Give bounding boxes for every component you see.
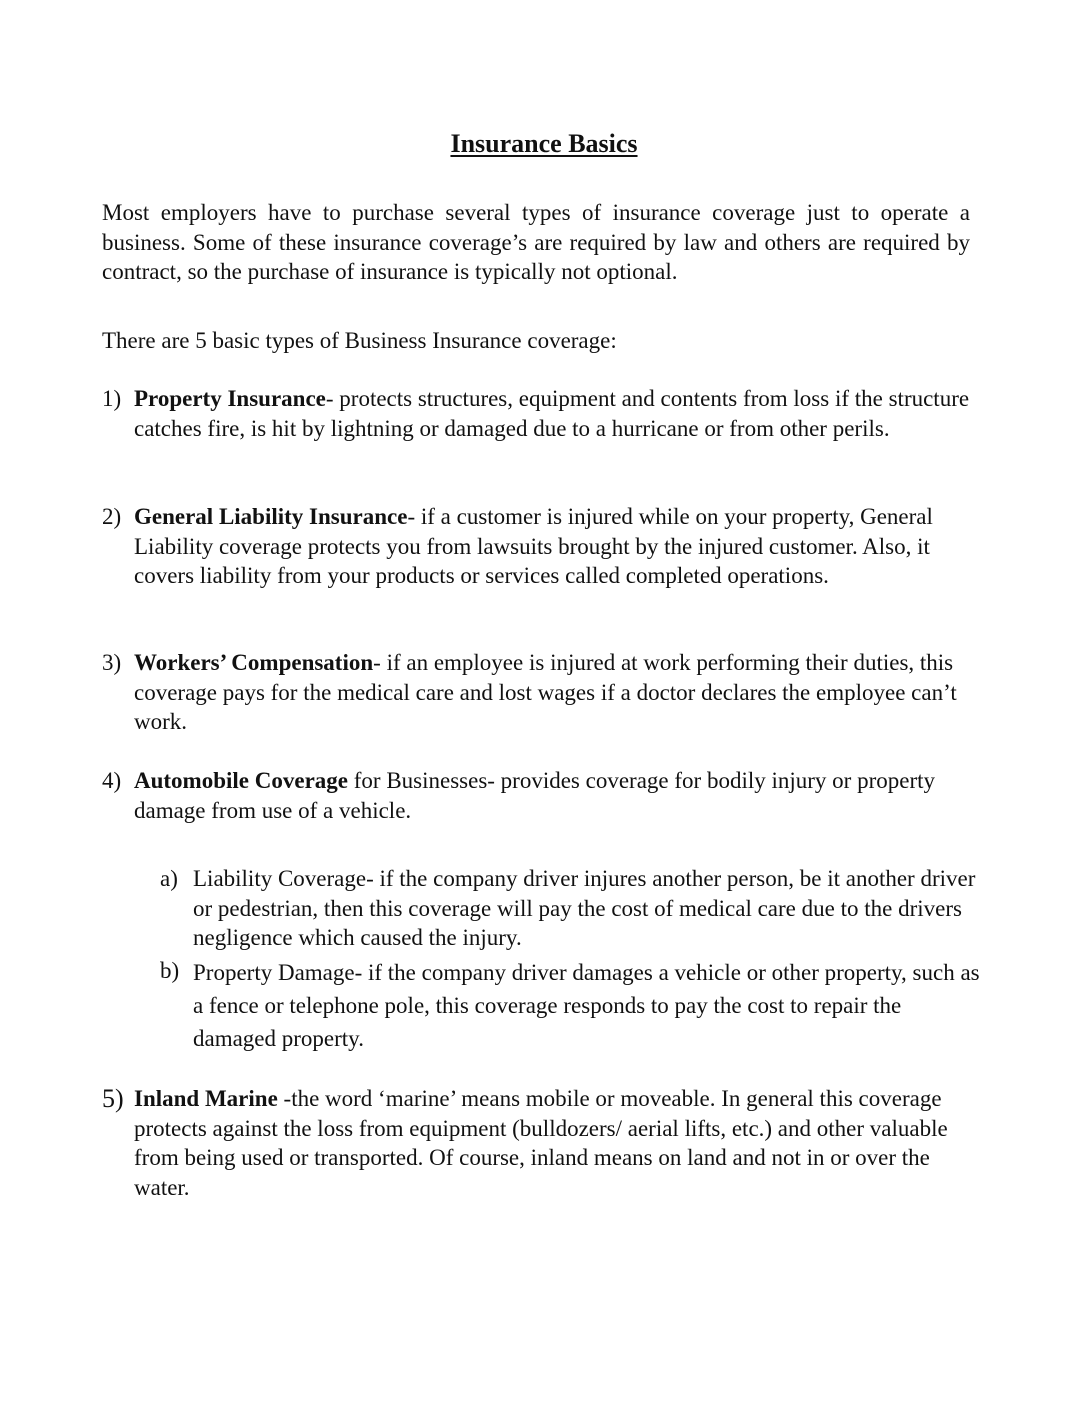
list-item-general-liability — [102, 502, 972, 591]
list-item-text — [134, 502, 972, 591]
list-item-inland-marine — [102, 1084, 972, 1202]
list-number: 3) — [102, 650, 122, 675]
list-item-workers-compensation — [102, 648, 972, 737]
list-item-term: General Liability Insurance — [134, 504, 408, 529]
list-number: 2) — [102, 504, 122, 529]
sublist-item-text: Property Damage- if the company driver damages a vehicle or other property, such as a fence or telephone pole, this coverage responds to pay the cost to repair the damaged property. — [193, 960, 980, 1051]
list-item-text — [134, 384, 972, 443]
list-item-property-insurance — [102, 384, 972, 443]
sublist-item-liability-coverage — [160, 864, 990, 953]
list-item-term: Automobile Coverage — [134, 768, 348, 793]
list-item-description: - if an employee is injured at work performing their duties, this coverage pays for the medical care and lost wages if a doctor declares the employee can’t work. — [134, 650, 957, 734]
list-item-term: Workers’ Compensation — [134, 650, 374, 675]
lead-paragraph: There are 5 basic types of Business Insurance coverage: — [102, 328, 617, 353]
list-number: 4) — [102, 768, 122, 793]
page-title-text: Insurance Basics — [450, 129, 638, 158]
page-title — [0, 128, 1088, 160]
sublist-letter: b) — [160, 958, 180, 983]
list-item-text — [134, 1084, 972, 1202]
sublist-item-text: Liability Coverage- if the company driver injures another person, be it another driver or pedestrian, then this coverage will pay the cost of medical care due to the drivers negligence which caused the injury. — [193, 866, 976, 950]
sublist-item-property-damage — [160, 956, 990, 1055]
list-item-description: - protects structures, equipment and contents from loss if the structure catches fire, is hit by lightning or damaged due to a hurricane or from other perils. — [134, 386, 970, 441]
list-number: 5) — [102, 1084, 124, 1113]
list-item-text — [134, 648, 972, 737]
intro-paragraph: Most employers have to purchase several types of insurance coverage just to operate a business. Some of these insurance coverage’s are required by law and others are required by contract, so the purchase of insurance is typically not optional. — [102, 200, 970, 284]
sublist-letter: a) — [160, 866, 178, 891]
list-item-description: for Businesses- provides coverage for bodily injury or property damage from use of a vehicle. — [134, 768, 935, 823]
list-item-description: - if a customer is injured while on your property, General Liability coverage protects you from lawsuits brought by the injured customer. Also, it covers liability from your products or services called completed operations. — [134, 504, 933, 588]
list-item-term: Property Insurance — [134, 386, 326, 411]
list-item-description: -the word ‘marine’ means mobile or moveable. In general this coverage protects against the loss from equipment (bulldozers/ aerial lifts, etc.) and other valuable from being used or transported. Of course, inland means on land and not in or over the water. — [134, 1086, 948, 1200]
list-number: 1) — [102, 386, 122, 411]
list-item-automobile-coverage — [102, 766, 972, 825]
list-item-term: Inland Marine — [134, 1086, 278, 1111]
list-item-text — [134, 766, 972, 825]
